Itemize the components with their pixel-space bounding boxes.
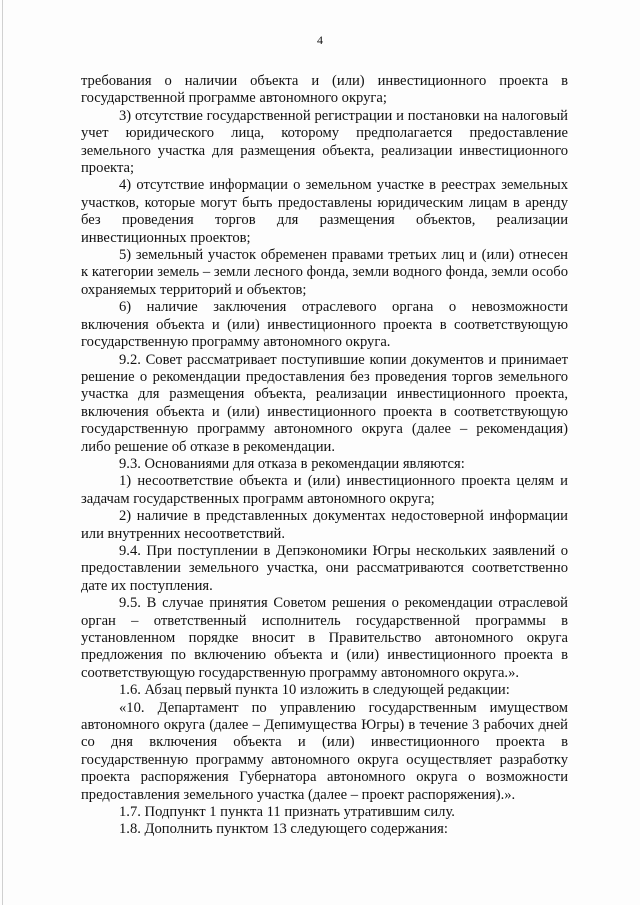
paragraph-1-6: 1.6. Абзац первый пункта 10 изложить в следующей редакции: [119,682,510,699]
paragraph-9-4: 9.4. При поступлении в Депэкономики Югры нескольких заявлений о предоставлении земельного участка, они рассматриваются соответственно дате их поступления. [81,542,568,594]
paragraph-9-5: 9.5. В случае принятия Советом решения о рекомендации отраслевой орган – ответственный исполнитель государственной программы в установленном порядке вносит в Правительство автономного округа предложения по включению объекта и (или) инвестиционного проекта в соответствующую государственную программу автономного округа.». [81,595,568,681]
page-number: 4 [317,33,323,47]
paragraph-1-7: 1.7. Подпункт 1 пункта 11 признать утратившим силу. [119,804,455,821]
paragraph-item-4: 4) отсутствие информации о земельном участке в реестрах земельных участков, которые могут быть предоставлены юридическим лицам в аренду без проведения торгов для размещения объектов, реализации инвестиционных проектов; [81,177,568,246]
paragraph-9-3: 9.3. Основаниями для отказа в рекомендации являются: [119,455,465,472]
document-body [81,73,568,839]
paragraph-9-3-item-1: 1) несоответствие объекта и (или) инвестиционного проекта целям и задачам государственных программ автономного округа; [81,473,568,507]
paragraph-item-3: 3) отсутствие государственной регистрации и постановки на налоговый учет юридического лица, которому предполагается предоставление земельного участка для размещения объекта, реализации инвестиционного проекта; [81,107,568,177]
paragraph-9-3-item-2: 2) наличие в представленных документах недостоверной информации или внутренних несоответствий. [81,508,568,542]
paragraph-item-5: 5) земельный участок обременен правами третьих лиц и (или) отнесен к категории земель – земли лесного фонда, земли водного фонда, земли особо охраняемых территорий и объектов; [81,247,568,298]
paragraph-item-6: 6) наличие заключения отраслевого органа о невозможности включения объекта и (или) инвестиционного проекта в соответствующую государственную программу автономного округа. [81,299,568,351]
paragraph-1-8: 1.8. Дополнить пунктом 13 следующего содержания: [119,821,448,838]
scan-edge [2,0,3,905]
paragraph-9-2: 9.2. Совет рассматривает поступившие копии документов и принимает решение о рекомендации предоставления без проведения торгов земельного участка для размещения объекта, реализации инвестиционного проекта, включения объекта и (или) инвестиционного проекта в соответствующую государственную программу автономного округа (далее – рекомендация) либо решение об отказе в рекомендации. [81,351,568,455]
paragraph-10-new-wording: «10. Департамент по управлению государственным имуществом автономного округа (далее – Депимущества Югры) в течение 3 рабочих дней со дня включения объекта и (или) инвестиционного проекта в государственную программу автономного округа осуществляет разработку проекта распоряжения Губернатора автономного округа о возможности предоставления земельного участка (далее – проект распоряжения).». [81,699,568,803]
paragraph-requirements-continuation: требования о наличии объекта и (или) инвестиционного проекта в государственной программе автономного округа; [81,73,568,107]
